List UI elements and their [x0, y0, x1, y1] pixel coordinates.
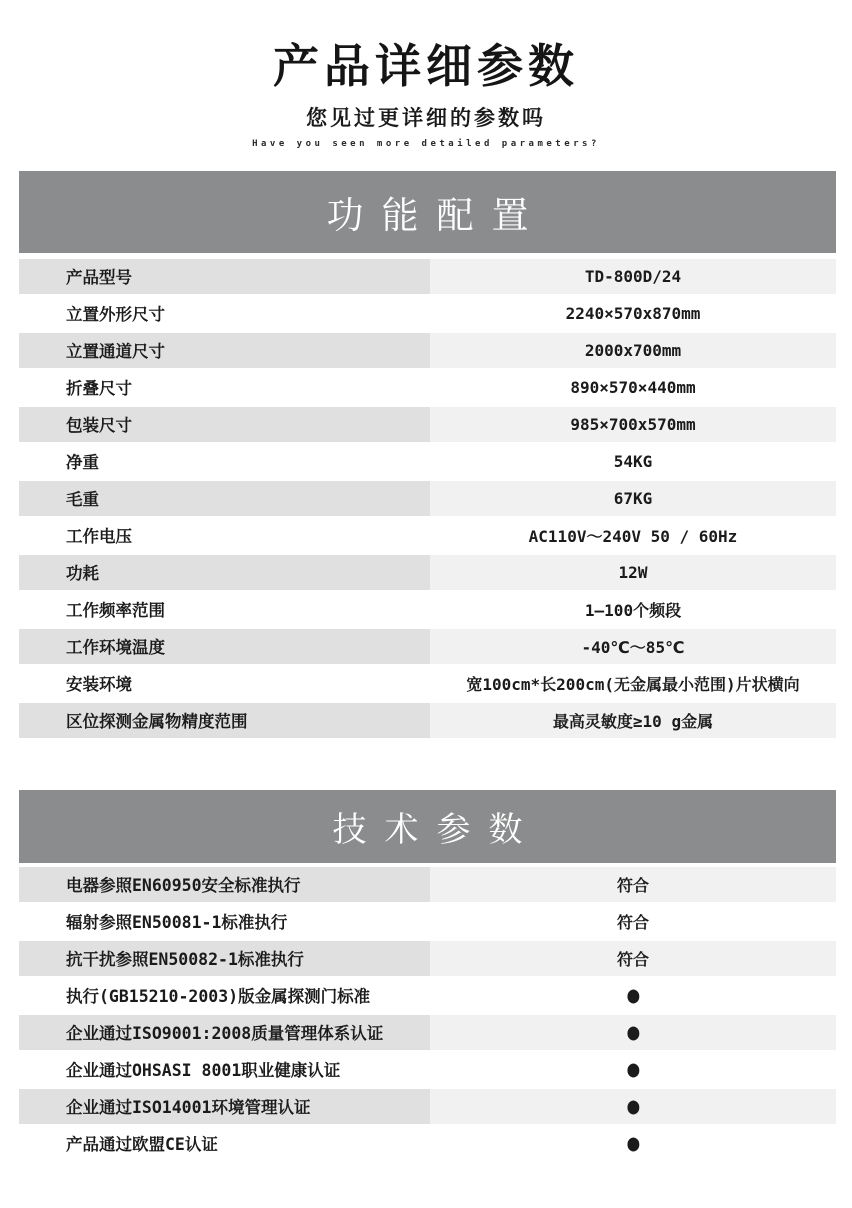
- spec-label: 企业通过OHSASI 8001职业健康认证: [66, 1061, 341, 1081]
- spec-value-text: TD-800D/24: [584, 266, 682, 286]
- spec-label: 功耗: [19, 555, 430, 590]
- spec-label: 区位探测金属物精度范围: [19, 703, 430, 738]
- spec-label: 工作环境温度: [19, 629, 430, 664]
- spec-label: 立置外形尺寸: [66, 305, 165, 325]
- spec-label: 工作频率范围: [66, 601, 165, 621]
- spec-value-text: 2240×570x870mm: [565, 303, 701, 323]
- page-title: 产品详细参数: [273, 40, 579, 92]
- spec-label: 净重: [66, 453, 99, 473]
- spec-row: [19, 518, 836, 553]
- spec-value-text: 最高灵敏度≥10 g金属: [552, 711, 714, 731]
- bullet-dot-icon: ●: [626, 1019, 640, 1046]
- bullet-dot-icon: ●: [626, 1093, 640, 1120]
- spec-value-text: 1—100个频段: [584, 600, 682, 620]
- spec-value-text: 符合: [616, 875, 649, 895]
- spec-value-text: -40℃～85℃: [581, 637, 685, 657]
- spec-row: [19, 592, 836, 627]
- spec-label: 企业通过ISO9001:2008质量管理体系认证: [19, 1015, 430, 1050]
- spec-value-text: 2000x700mm: [584, 340, 682, 360]
- section-header-label: 功能配置: [326, 194, 547, 236]
- spec-label: 包装尺寸: [19, 407, 430, 442]
- spec-label: 产品通过欧盟CE认证: [66, 1135, 218, 1155]
- spec-value-bullet: [430, 1089, 836, 1124]
- spec-value: [430, 333, 836, 368]
- spec-row: [19, 407, 836, 442]
- spec-row: [19, 444, 836, 479]
- spec-row: [19, 1052, 836, 1087]
- spec-row: [19, 904, 836, 939]
- spec-row: [19, 1089, 836, 1124]
- bullet-dot-icon: ●: [626, 1056, 640, 1083]
- spec-value: [430, 941, 836, 976]
- spec-value-bullet: [430, 1015, 836, 1050]
- spec-value: [430, 867, 836, 902]
- spec-row: [19, 481, 836, 516]
- spec-value: [430, 629, 836, 664]
- bullet-dot-icon: ●: [626, 982, 640, 1009]
- spec-row: [19, 370, 836, 405]
- section-header-label: 技术参数: [332, 810, 541, 849]
- spec-value-bullet: [430, 1052, 836, 1087]
- spec-value-text: 67KG: [613, 488, 653, 508]
- spec-row: [19, 978, 836, 1013]
- spec-row: [19, 1126, 836, 1161]
- function-config-rows: [19, 259, 836, 738]
- spec-value: [430, 592, 836, 627]
- section-header-function-config: [19, 171, 836, 253]
- spec-value-text: 符合: [616, 912, 649, 932]
- spec-label: 安装环境: [66, 675, 132, 695]
- spec-row: [19, 296, 836, 331]
- spec-row: [19, 333, 836, 368]
- spec-label: 执行(GB15210-2003)版金属探测门标准: [66, 987, 371, 1007]
- bullet-dot-icon: ●: [626, 1130, 640, 1157]
- spec-value-text: AC110V～240V 50 / 60Hz: [528, 526, 738, 546]
- spec-value: [430, 555, 836, 590]
- spec-table: [19, 171, 836, 1161]
- spec-label: 产品型号: [19, 259, 430, 294]
- page-subtitle-english: Have you seen more detailed parameters?: [252, 138, 600, 149]
- spec-value: [430, 259, 836, 294]
- spec-value-text: 985×700x570mm: [570, 414, 696, 434]
- spec-label: 电器参照EN60950安全标准执行: [19, 867, 430, 902]
- spec-value-text: 12W: [618, 562, 648, 582]
- spec-value: [430, 666, 836, 701]
- spec-row: [19, 1015, 836, 1050]
- spec-value-text: 宽100cm*长200cm(无金属最小范围)片状横向: [466, 674, 800, 694]
- spec-label: 抗干扰参照EN50082-1标准执行: [19, 941, 430, 976]
- spec-label: 折叠尺寸: [66, 379, 132, 399]
- spec-value: [430, 481, 836, 516]
- spec-value: [430, 407, 836, 442]
- spec-label: 企业通过ISO14001环境管理认证: [19, 1089, 430, 1124]
- spec-value: [430, 444, 836, 479]
- spec-row: [19, 867, 836, 902]
- spec-value: [430, 518, 836, 553]
- spec-row: [19, 941, 836, 976]
- spec-label: 辐射参照EN50081-1标准执行: [66, 913, 288, 933]
- product-spec-page: [0, 40, 852, 1161]
- spec-label: 立置通道尺寸: [19, 333, 430, 368]
- spec-value-bullet: [430, 1126, 836, 1161]
- spec-value-bullet: [430, 978, 836, 1013]
- spec-value-text: 890×570×440mm: [570, 377, 696, 397]
- spec-row: [19, 555, 836, 590]
- spec-value: [430, 904, 836, 939]
- section-header-technical-params: [19, 790, 836, 863]
- spec-value-text: 符合: [616, 949, 649, 969]
- spec-label: 毛重: [19, 481, 430, 516]
- spec-value: [430, 370, 836, 405]
- spec-value: [430, 296, 836, 331]
- spec-label: 工作电压: [66, 527, 132, 547]
- spec-value: [430, 703, 836, 738]
- spec-row: [19, 666, 836, 701]
- spec-value-text: 54KG: [613, 451, 653, 471]
- spec-row: [19, 259, 836, 294]
- page-subtitle: 您见过更详细的参数吗: [306, 106, 546, 130]
- spec-row: [19, 703, 836, 738]
- spec-row: [19, 629, 836, 664]
- technical-params-rows: [19, 867, 836, 1161]
